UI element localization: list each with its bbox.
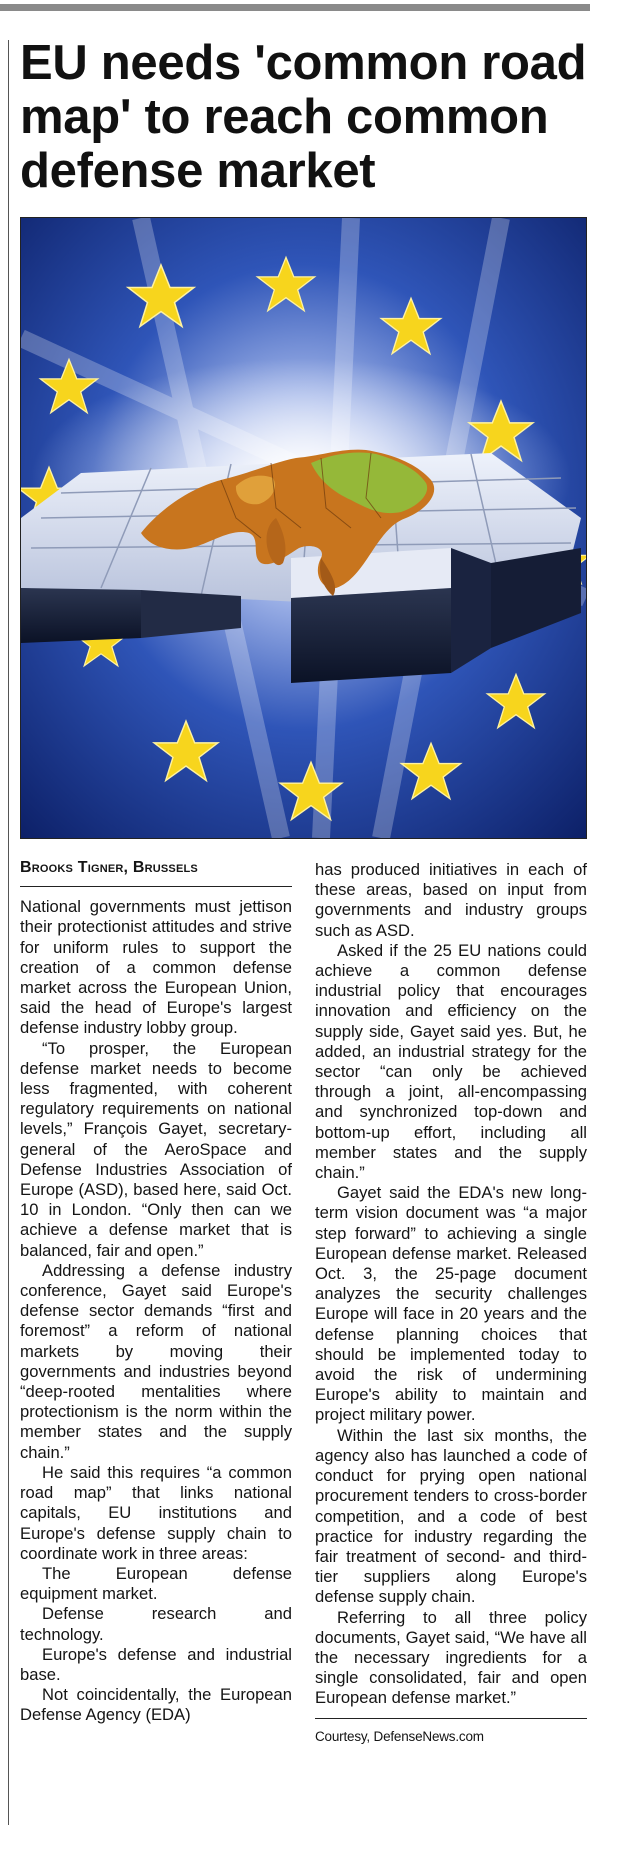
paragraph: Asked if the 25 EU nations could achieve a common defense industrial policy that encourages innovation and efficiency on the supply side, Gayet said yes. But, he added, an industrial strategy for the sector “can only be achieved through a joint, all-encompassing and synchronized top-down and bottom-up effort, including all member states and the supply chain.” [315,940,587,1183]
article-left-column [20,858,292,1726]
byline: Brooks Tigner, Brussels [20,858,292,887]
list-item: Defense research and technology. [20,1604,292,1644]
paragraph: has produced initiatives in each of these areas, based on input from governments and industry groups such as ASD. [315,860,587,940]
paragraph: “To prosper, the European defense market needs to become less fragmented, with coherent regulatory requirements on national levels,” François Gayet, secretary-general of the AeroSpace and Defense Industries Association of Europe (ASD), based here, said Oct. 10 in London. “Only then can we achieve a defense market that is balanced, fair and open.” [20,1038,292,1260]
left-rule [8,40,9,1825]
eu-map-photo [20,217,587,839]
paragraph: Gayet said the EDA's new long-term vision document was “a major step forward” to achieving a single European defense market. Released Oct. 3, the 25-page document analyzes the security challenges Europe will face in 20 years and the defense planning choices that should be implemented today to avoid the risk of undermining Europe's ability to maintain and project military power. [315,1183,587,1425]
eu-map-illustration [21,218,586,838]
paragraph: Within the last six months, the agency also has launched a code of conduct for prying open national procurement tenders to cross-border competition, and a code of best practice for industry regarding the fair treatment of second- and third-tier suppliers along Europe's defense supply chain. [315,1425,587,1607]
top-rule [0,4,590,11]
paragraph: Addressing a defense industry conference, Gayet said Europe's defense sector demands “first and foremost” a reform of national markets by moving their governments and industries beyond “deep-rooted mentalities where protectionism is the norm within the member states and the supply chain.” [20,1260,292,1462]
list-item: The European defense equipment market. [20,1563,292,1604]
source-credit: Courtesy, DefenseNews.com [315,1728,484,1744]
credit-divider [315,1718,587,1719]
list-item: Europe's defense and industrial base. [20,1644,292,1684]
headline: EU needs 'common road map' to reach common defense market [20,36,587,198]
paragraph: Referring to all three policy documents, Gayet said, “We have all the necessary ingredients for a single consolidated, fair and open European defense market.” [315,1607,587,1708]
paragraph: He said this requires “a common road map” that links national capitals, EU institutions and Europe's defense supply chain to coordinate work in three areas: [20,1462,292,1563]
paragraph: National governments must jettison their protectionist attitudes and strive for uniform rules to support the creation of a common defense market across the European Union, said the head of Europe's largest defense industry lobby group. [20,897,292,1038]
paragraph: Not coincidentally, the European Defense Agency (EDA) [20,1685,292,1725]
article-right-column [315,860,587,1747]
